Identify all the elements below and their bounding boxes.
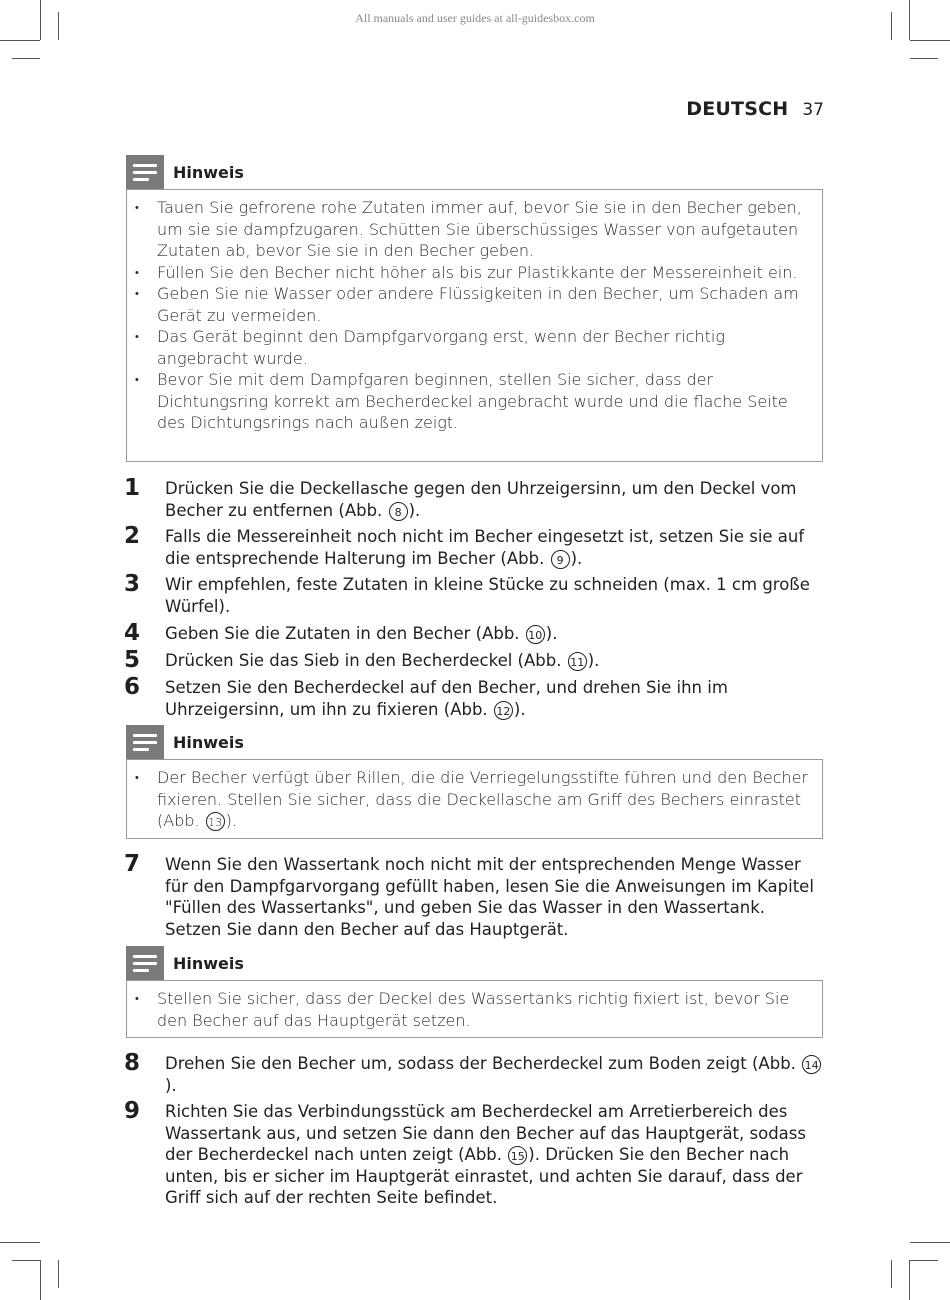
figure-ref: 13 xyxy=(206,812,225,831)
step-text: Geben Sie die Zutaten in den Becher (Abb. 10 ). xyxy=(165,624,558,643)
step-number: 1 xyxy=(124,475,141,501)
step-text: Drücken Sie das Sieb in den Becherdeckel (Abb. 11 ). xyxy=(165,651,600,670)
figure-ref: 10 xyxy=(526,625,545,644)
step-text: Wenn Sie den Wassertank noch nicht mit der entsprechenden Menge Wasser für den Dampfgarvorgang gefüllt haben, lesen Sie die Anweisungen im Kapitel "Füllen des Wassertanks", und geben Sie das Wasser in den Wassertank. Setzen Sie dann den Becher auf das Hauptgerät. xyxy=(165,855,814,939)
note-title: Hinweis xyxy=(173,732,244,752)
note-box-3 xyxy=(126,946,823,1038)
step-number: 6 xyxy=(124,674,141,700)
note-title: Hinweis xyxy=(173,953,244,973)
note-item: • Der Becher verfügt über Rillen, die die Verriegelungsstifte führen und den Becher fixieren. Stellen Sie sicher, dass die Deckellasche am Griff des Bechers einrastet (Abb. 13 ). xyxy=(157,767,814,832)
note-box-1 xyxy=(126,155,823,462)
note-title: Hinweis xyxy=(173,162,244,182)
page-number: 37 xyxy=(802,100,824,120)
step-text: Drehen Sie den Becher um, sodass der Becherdeckel zum Boden zeigt (Abb. 14). xyxy=(165,1053,824,1096)
figure-ref: 15 xyxy=(508,1146,527,1165)
step-1 xyxy=(124,475,824,521)
step-number: 7 xyxy=(124,851,141,877)
step-number: 5 xyxy=(124,647,141,673)
note-icon xyxy=(126,725,164,759)
step-number: 4 xyxy=(124,620,141,646)
note-list xyxy=(157,767,814,832)
step-number: 2 xyxy=(124,523,141,549)
figure-ref: 14 xyxy=(802,1055,821,1074)
step-text: Richten Sie das Verbindungsstück am Becherdeckel am Arretierbereich des Wassertank aus, und setzen Sie dann den Becher auf das Hauptgerät, sodass der Becherdeckel nach unten zeigt (Abb. 15 ). Drücken Sie den Becher nach unten, bis er sicher im Hauptgerät einrastet, und achten Sie darauf, dass der Griff sich auf der rechten Seite befindet. xyxy=(165,1102,806,1207)
note-icon xyxy=(126,155,164,189)
step-text: Drücken Sie die Deckellasche gegen den Uhrzeigersinn, um den Deckel vom Becher zu entfernen (Abb. 8 ). xyxy=(165,479,797,520)
step-7 xyxy=(124,851,824,940)
step-3 xyxy=(124,571,824,617)
figure-ref: 11 xyxy=(568,652,587,671)
step-2 xyxy=(124,523,824,569)
step-5 xyxy=(124,647,824,673)
step-4 xyxy=(124,620,824,646)
figure-ref: 9 xyxy=(551,550,570,569)
note-box-2 xyxy=(126,725,823,839)
note-item: • Das Gerät beginnt den Dampfgarvorgang erst, wenn der Becher richtig angebracht wurde. xyxy=(157,326,814,369)
note-item: • Geben Sie nie Wasser oder andere Flüssigkeiten in den Becher, um Schaden am Gerät zu vermeiden. xyxy=(157,283,814,326)
note-item: • Stellen Sie sicher, dass der Deckel des Wassertanks richtig fixiert ist, bevor Sie den Becher auf das Hauptgerät setzen. xyxy=(157,988,814,1031)
step-6 xyxy=(124,674,824,720)
step-9 xyxy=(124,1098,824,1209)
note-item: • Tauen Sie gefrorene rohe Zutaten immer auf, bevor Sie sie in den Becher geben, um sie sie dampfzugaren. Schütten Sie überschüssiges Wasser von aufgetauten Zutaten ab, bevor Sie sie in den Becher geben. xyxy=(157,197,814,262)
note-list xyxy=(157,197,814,434)
watermark: All manuals and user guides at all-guidesbox.com xyxy=(355,11,595,25)
step-number: 3 xyxy=(124,571,141,597)
figure-ref: 8 xyxy=(389,502,408,521)
step-text: Setzen Sie den Becherdeckel auf den Becher, und drehen Sie ihn im Uhrzeigersinn, um ihn zu fixieren (Abb. 12 ). xyxy=(165,678,728,719)
step-number: 9 xyxy=(124,1098,141,1124)
page-header xyxy=(686,98,824,120)
step-text: Wir empfehlen, feste Zutaten in kleine Stücke zu schneiden (max. 1 cm große Würfel). xyxy=(165,575,810,616)
note-item: • Füllen Sie den Becher nicht höher als bis zur Plastikkante der Messereinheit ein. xyxy=(157,262,814,284)
step-8 xyxy=(124,1050,824,1096)
note-item: • Bevor Sie mit dem Dampfgaren beginnen, stellen Sie sicher, dass der Dichtungsring korrekt am Becherdeckel angebracht wurde und die flache Seite des Dichtungsrings nach außen zeigt. xyxy=(157,369,814,434)
step-text: Falls die Messereinheit noch nicht im Becher eingesetzt ist, setzen Sie sie auf die entsprechende Halterung im Becher (Abb. 9 ). xyxy=(165,527,805,568)
step-number: 8 xyxy=(124,1050,141,1076)
note-list xyxy=(157,988,814,1031)
language-label: DEUTSCH xyxy=(686,98,789,120)
figure-ref: 12 xyxy=(494,701,513,720)
note-icon xyxy=(126,946,164,980)
